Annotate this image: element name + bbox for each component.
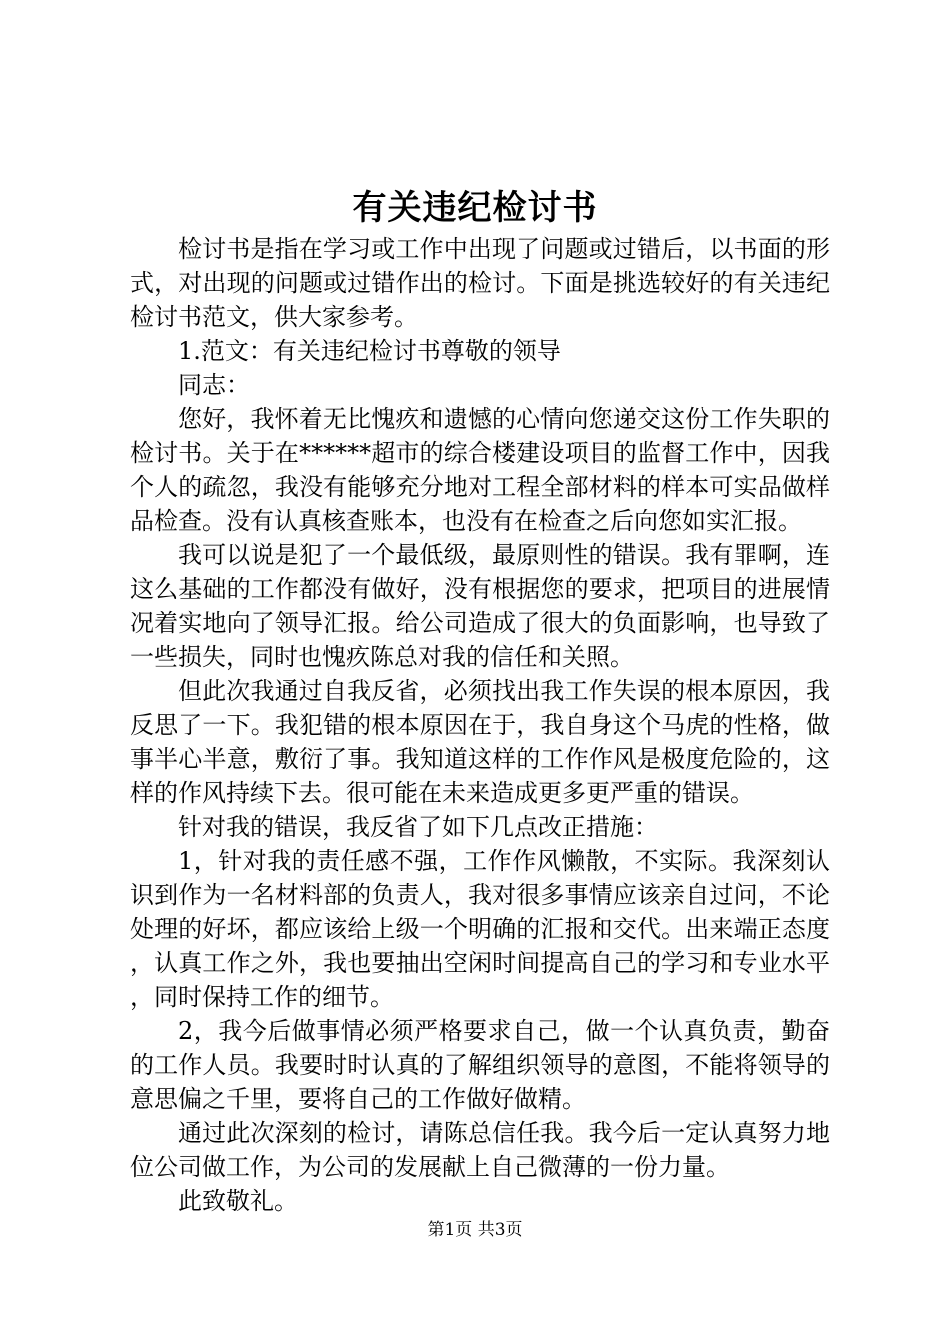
paragraph: 2，我今后做事情必须严格要求自己，做一个认真负责，勤奋的工作人员。我要时时认真的了解组织领导的意图，不能将领导的意思偏之千里，要将自己的工作做好做精。 bbox=[130, 1017, 830, 1113]
paragraph: 检讨书是指在学习或工作中出现了问题或过错后，以书面的形式，对出现的问题或过错作出的检讨。下面是挑选较好的有关违纪检讨书范文，供大家参考。 bbox=[130, 235, 830, 331]
document-title: 有关违纪检讨书 bbox=[352, 188, 598, 228]
paragraph: 1，针对我的责任感不强，工作作风懒散，不实际。我深刻认识到作为一名材料部的负责人，我对很多事情应该亲自过问，不论处理的好坏，都应该给上级一个明确的汇报和交代。出来端正态度，认真工作之外，我也要抽出空闲时间提高自己的学习和专业水平，同时保持工作的细节。 bbox=[130, 847, 830, 1011]
page-number-footer: 第1页 共3页 bbox=[427, 1220, 523, 1240]
paragraph: 同志： bbox=[178, 371, 250, 399]
paragraph: 针对我的错误，我反省了如下几点改正措施： bbox=[178, 813, 658, 841]
paragraph: 1.范文：有关违纪检讨书尊敬的领导 bbox=[178, 337, 561, 365]
paragraph: 此致敬礼。 bbox=[178, 1187, 298, 1215]
document-body bbox=[130, 232, 830, 1218]
paragraph: 您好，我怀着无比愧疚和遗憾的心情向您递交这份工作失职的检讨书。关于在******超市的综合楼建设项目的监督工作中，因我个人的疏忽，我没有能够充分地对工程全部材料的样本可实品做样品检查。没有认真核查账本，也没有在检查之后向您如实汇报。 bbox=[130, 405, 830, 535]
paragraph: 我可以说是犯了一个最低级，最原则性的错误。我有罪啊，连这么基础的工作都没有做好，没有根据您的要求，把项目的进展情况着实地向了领导汇报。给公司造成了很大的负面影响，也导致了一些损失，同时也愧疚陈总对我的信任和关照。 bbox=[130, 541, 830, 671]
paragraph: 通过此次深刻的检讨，请陈总信任我。我今后一定认真努力地位公司做工作，为公司的发展献上自己微薄的一份力量。 bbox=[130, 1119, 830, 1181]
paragraph: 但此次我通过自我反省，必须找出我工作失误的根本原因，我反思了一下。我犯错的根本原因在于，我自身这个马虎的性格，做事半心半意，敷衍了事。我知道这样的工作作风是极度危险的，这样的作风持续下去。很可能在未来造成更多更严重的错误。 bbox=[130, 677, 830, 807]
